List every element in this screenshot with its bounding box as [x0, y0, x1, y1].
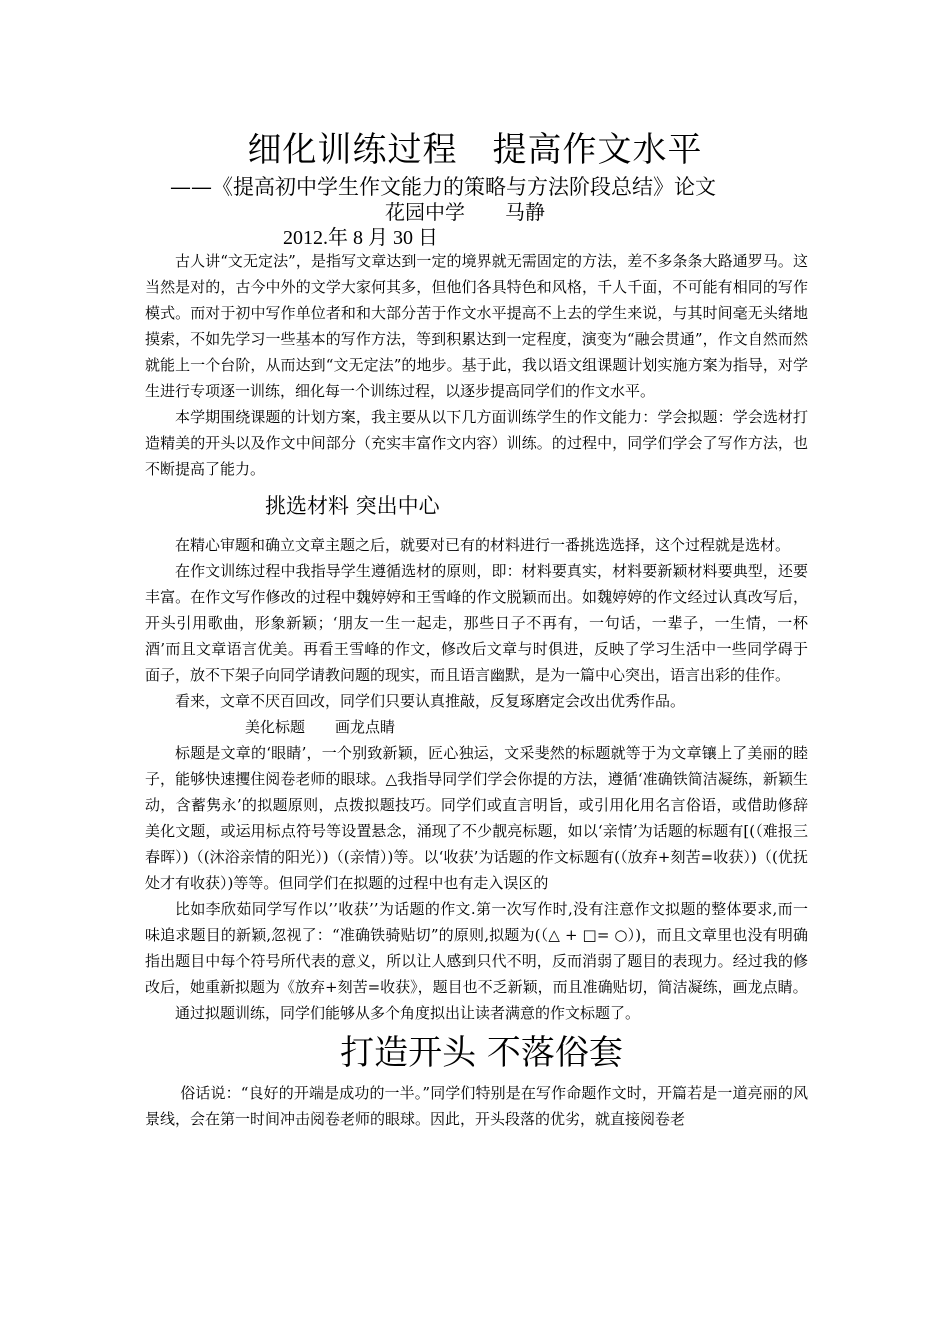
- paragraph-title-conclusion: 通过拟题训练，同学们能够从多个角度拟出让读者满意的作文标题了。: [175, 1004, 641, 1022]
- section-heading-select-material: 挑选材料 突出中心: [265, 494, 440, 518]
- paragraph-plan: 本学期围绕课题的计划方案，我主要从以下几方面训练学生的作文能力：学会拟题：学会选材打造精美的开头以及作文中间部分（充实丰富作文内容）训练。的过程中，同学们学会了写作方法，也不断提高了能力。: [145, 408, 808, 478]
- section-heading-beautify-title: 美化标题 画龙点睛: [245, 718, 396, 736]
- document-title: 细化训练过程 提高作文水平: [247, 130, 703, 170]
- paragraph-title-example: 比如李欣茹同学写作以’’收获’’为话题的作文.第一次写作时,没有注意作文拟题的整体要求,而一味追求题目的新颖,忽视了：“准确铁骑贴切”的原则,拟题为(（△ + □= ○）)，而且文章里也没有明确指出题目中每个符号所代表的意义，所以让人感到只代不明，反而消弱了题目的表现力。经过我的修改后，她重新拟题为《放弃+刻苦=收获》，题目也不乏新颖，而且准确贴切，简洁凝练，画龙点睛。: [145, 900, 808, 996]
- paragraph-select-definition: 在精心审题和确立文章主题之后，就要对已有的材料进行一番挑选选择，这个过程就是选材。: [175, 536, 791, 554]
- date-line: 2012.年 8 月 30 日: [283, 227, 438, 249]
- paragraph-title-methods: 标题是文章的‘眼睛’，一个别致新颖，匠心独运，文采斐然的标题就等于为文章镶上了美丽的睦子，能够快速攫住阅卷老师的眼球。△我指导同学们学会你提的方法，遵循‘准确铁简洁凝练，新颖生动，含蓄隽永’的拟题原则，点拨拟题技巧。同学们或直言明旨，或引用化用名言俗语，或借助修辞美化文题，或运用标点符号等设置悬念，涌现了不少靓亮标题，如以‘亲情’为话题的标题有[(（难报三春晖）)（(沐浴亲情的阳光）)（(亲情）)等。以‘收获’为话题的作文标题有(（放弃+刻苦=收获）)（(优抚处才有收获）)等等。但同学们在拟题的过程中也有走入误区的: [145, 744, 808, 892]
- document-subtitle: ——《提高初中学生作文能力的策略与方法阶段总结》论文: [170, 175, 716, 199]
- author-line: 花园中学 马静: [385, 200, 545, 224]
- section-heading-opening: 打造开头 不落俗套: [340, 1033, 623, 1073]
- paragraph-select-conclusion: 看来，文章不厌百回改，同学们只要认真推敲，反复琢磨定会改出优秀作品。: [175, 692, 686, 710]
- paragraph-intro: 古人讲“文无定法”，是指写文章达到一定的境界就无需固定的方法，差不多条条大路通罗马。这当然是对的，古今中外的文学大家何其多，但他们各具特色和风格，千人千面，不可能有相同的写作模式。而对于初中写作单位者和和大部分苦于作文水平提高不上去的学生来说，与其时间毫无头绪地摸索，不如先学习一些基本的写作方法，等到积累达到一定程度，演变为“融会贯通”，作文自然而然就能上一个台阶，从而达到“文无定法”的地步。基于此，我以语文组课题计划实施方案为指导，对学生进行专项逐一训练，细化每一个训练过程，以逐步提高同学们的作文水平。: [145, 252, 808, 400]
- paragraph-select-examples: 在作文训练过程中我指导学生遵循选材的原则，即：材料要真实，材料要新颖材料要典型，还要丰富。在作文写作修改的过程中魏婷婷和王雪峰的作文脱颖而出。如魏婷婷的作文经过认真改写后，开头引用歌曲，形象新颖；‘朋友一生一起走，那些日子不再有，一句话，一辈子，一生情，一杯酒’而且文章语言优美。再看王雪峰的作文，修改后文章与时俱进，反映了学习生活中一些同学碍于面子，放不下架子向同学请教问题的现实，而且语言幽默，是为一篇中心突出，语言出彩的佳作。: [145, 562, 808, 684]
- paragraph-opening: 俗话说：“良好的开端是成功的一半。”同学们特别是在写作命题作文时，开篇若是一道亮丽的风景线，会在第一时间冲击阅卷老师的眼球。因此，开头段落的优劣，就直接阅卷老: [145, 1084, 808, 1128]
- document-body: [145, 248, 808, 1132]
